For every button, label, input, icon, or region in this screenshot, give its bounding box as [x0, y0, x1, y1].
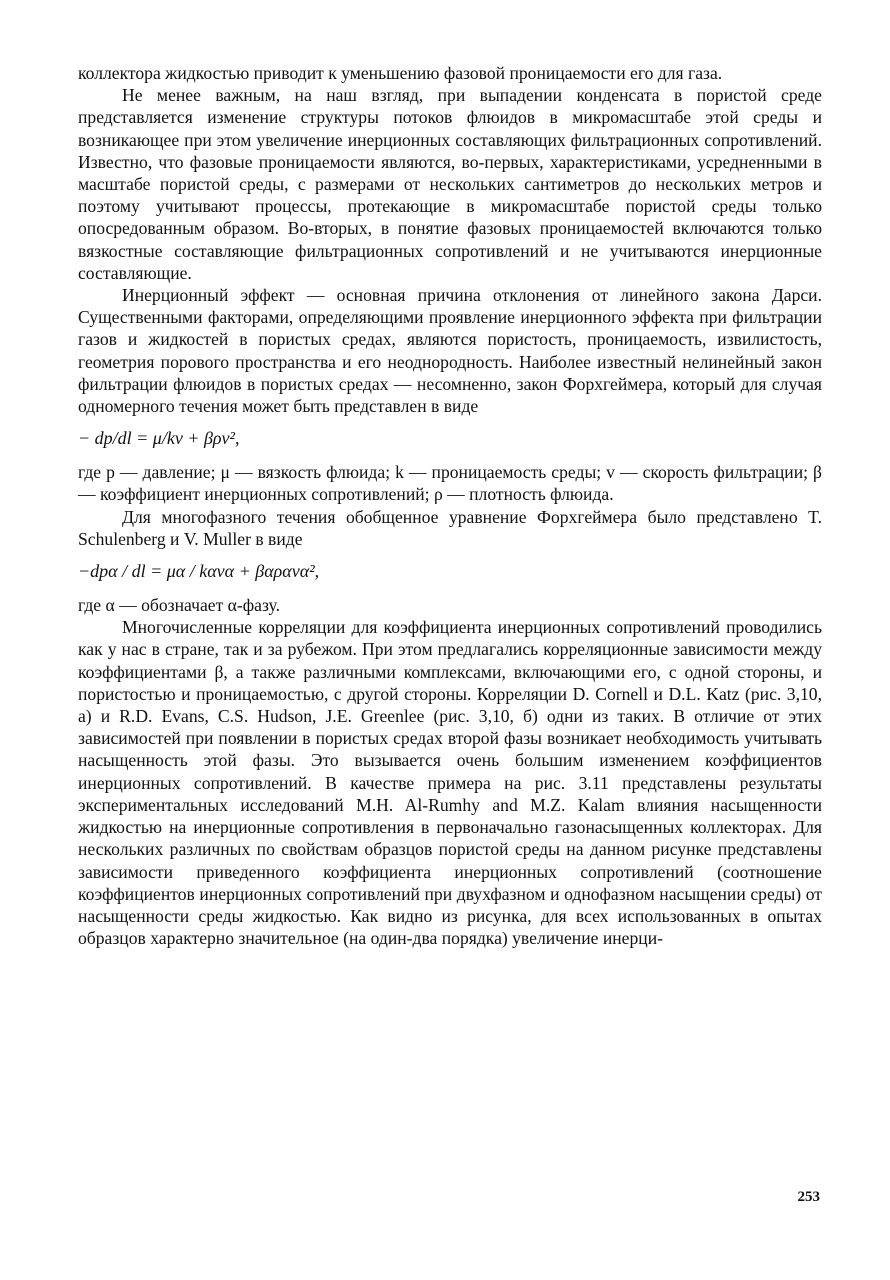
paragraph-7: Многочисленные корреляции для коэффициента инерционных сопротивлений проводились как у нас в стране, так и за рубежом. При этом предлагались корреляционные зависимости между коэффициентами β, а также различными комплексами, включающими его, с одной стороны, и пористостью и проницаемостью, с другой стороны. Корреляции D. Cornell и D.L. Katz (рис. 3,10, а) и R.D. Evans, C.S. Hudson, J.E. Greenlee (рис. 3,10, б) одни из таких. В отличие от этих зависимостей при появлении в пористых средах второй фазы возникает необходимость учитывать насыщенность этой фазы. Это вызывается очень большим изменением коэффициентов инерционных сопротивлений. В качестве примера на рис. 3.11 представлены результаты экспериментальных исследований M.H. Al-Rumhy and M.Z. Kalam влияния насыщенности жидкостью на инерционные сопротивления в первоначально газонасыщенных коллекторах. Для нескольких различных по свойствам образцов пористой среды на данном рисунке представлены зависимости приведенного коэффициента инерционных сопротивлений (соотношение коэффициентов инерционных сопротивлений при двухфазном и однофазном насыщении среды) от насыщенности среды жидкостью. Как видно из рисунка, для всех использованных в опытах образцов характерно значительное (на один-два порядка) увеличение инерци-: [78, 617, 822, 949]
paragraph-1: коллектора жидкостью приводит к уменьшению фазовой проницаемости его для газа.: [78, 63, 723, 83]
page-text: [78, 62, 822, 949]
paragraph-2: Не менее важным, на наш взгляд, при выпадении конденсата в пористой среде представляется изменение структуры потоков флюидов в микромасштабе этой среды и возникающее при этом увеличение инерционных составляющих фильтрационных сопротивлений. Известно, что фазовые проницаемости являются, во-первых, характеристиками, усредненными в масштабе пористой среды, с размерами от нескольких сантиметров до нескольких метров и поэтому учитывают процессы, протекающие в микромасштабе пористой среды только опосредованным образом. Во-вторых, в понятие фазовых проницаемостей включаются только вязкостные составляющие фильтрационных сопротивлений и не учитываются инерционные составляющие.: [78, 85, 822, 283]
forchheimer-formula: − dp/dl = μ/kv + βρv²,: [78, 428, 240, 449]
paragraph-5: Для многофазного течения обобщенное уравнение Форхгеймера было представлено T. Schulenberg и V. Muller в виде: [78, 506, 822, 549]
page-number: 253: [797, 1189, 820, 1205]
multiphase-formula: −dpα / dl = μα / kαvα + βαραvα²,: [78, 561, 320, 582]
paragraph-6: где α — обозначает α-фазу.: [78, 595, 280, 616]
paragraph-3: Инерционный эффект — основная причина отклонения от линейного закона Дарси. Существенными факторами, определяющими проявление инерционного эффекта при фильтрации газов и жидкостей в пористых средах, являются пористость, проницаемость, извилистость, геометрия порового пространства и его неоднородность. Наиболее известный нелинейный закон фильтрации флюидов в пористых средах — несомненно, закон Форхгеймера, который для случая одномерного течения может быть представлен в виде: [78, 285, 822, 417]
paragraph-4: где p — давление; μ — вязкость флюида; k — проницаемость среды; v — скорость фильтрации; β — коэффициент инерционных сопротивлений; ρ — плотность флюида.: [78, 462, 822, 505]
